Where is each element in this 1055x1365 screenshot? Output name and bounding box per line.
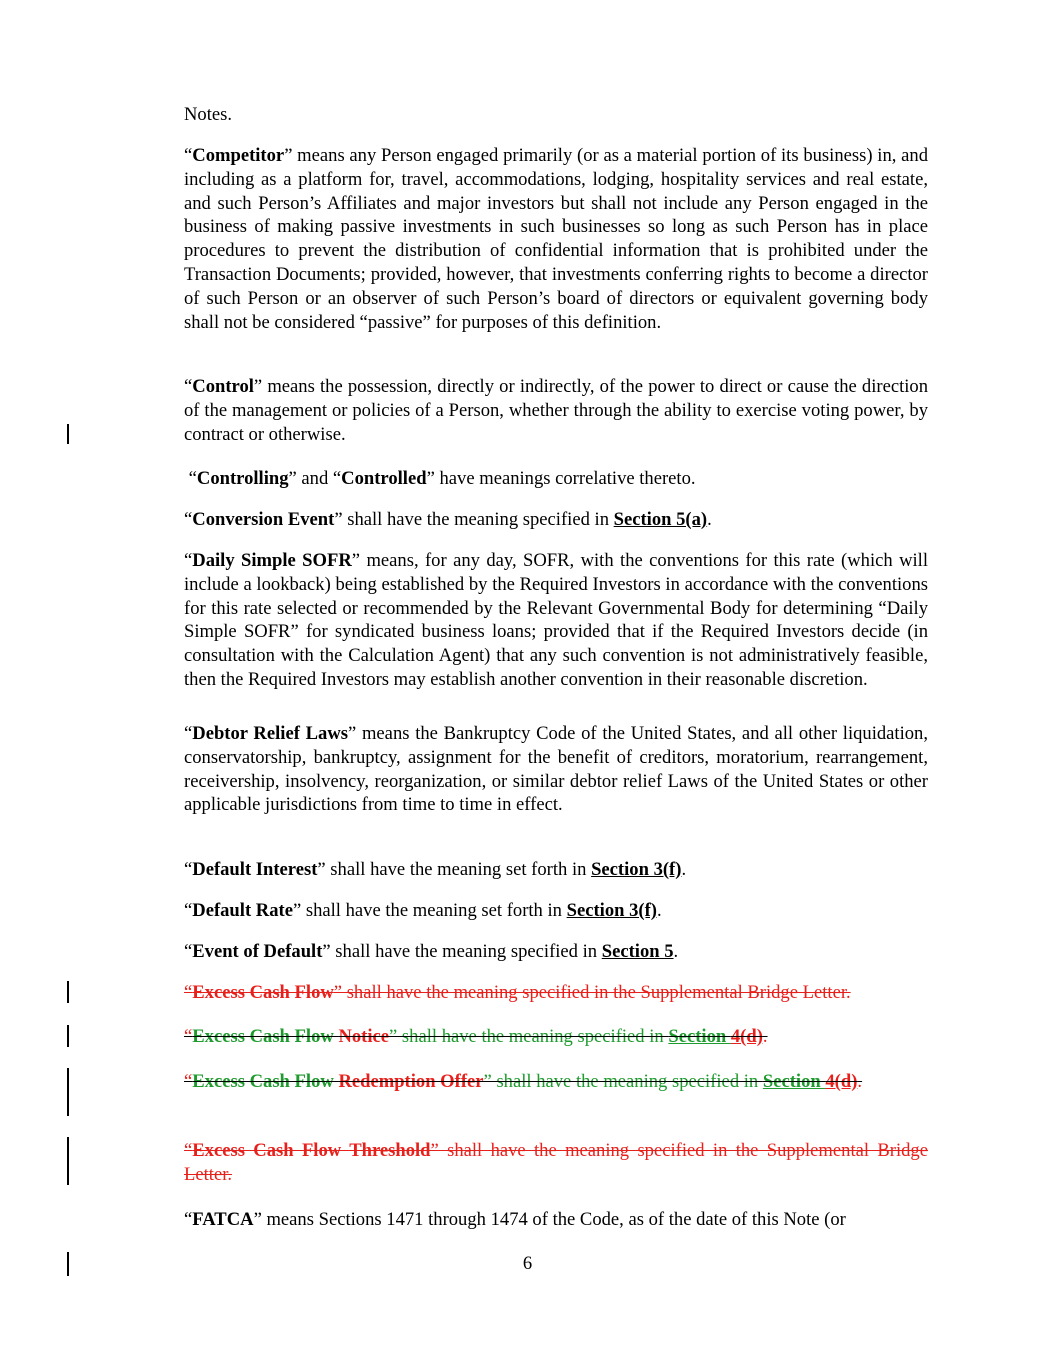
term-daily-simple-sofr: Daily Simple SOFR	[192, 550, 352, 571]
term-controlling: Controlling	[196, 468, 289, 489]
section-reference: Section 5	[601, 941, 674, 962]
term-default-rate: Default Rate	[192, 900, 293, 921]
definition-control: “Control” means the possession, directly or indirectly, of the power to direct or cause the direction of the management or policies of a Person, whether through the ability to exercise voting power, by contract or otherwise.	[184, 376, 928, 445]
term-debtor-relief-laws: Debtor Relief Laws	[192, 723, 348, 744]
definition-daily-simple-sofr: “Daily Simple SOFR” means, for any day, SOFR, with the conventions for this rate (which will include a lookback) being established by the Required Investors in accordance with the conventions for this rate selected or recommended by the Relevant Governmental Body for determining “Daily Simple SOFR” for syndicated business loans; provided that if the Required Investors decide (in consultation with the Calculation Agent) that any such convention is not administratively feasible, then the Required Investors may establish another convention in their reasonable discretion.	[184, 550, 928, 690]
deleted-definition-excess-cash-flow-threshold: “Excess Cash Flow Threshold” shall have the meaning specified in the Supplemental Bridge Letter.	[184, 1140, 928, 1185]
section-reference: 4(d)	[730, 1026, 763, 1047]
term-event-of-default: Event of Default	[192, 941, 323, 962]
term-default-interest: Default Interest	[192, 859, 318, 880]
change-bar	[67, 1025, 69, 1047]
section-reference: Section	[762, 1071, 826, 1092]
paragraph-notes: Notes.	[184, 104, 233, 125]
page-number: 6	[522, 1253, 533, 1274]
section-reference: Section	[668, 1026, 731, 1047]
term-excess-cash-flow-notice-b: Notice	[338, 1026, 390, 1047]
term-excess-cash-flow-redemption-a: Excess Cash Flow	[192, 1071, 339, 1092]
definition-default-interest: “Default Interest” shall have the meaning set forth in Section 3(f).	[184, 859, 687, 880]
section-reference: 4(d)	[825, 1071, 858, 1092]
term-fatca: FATCA	[192, 1209, 254, 1230]
term-excess-cash-flow-notice-a: Excess Cash Flow	[192, 1026, 339, 1047]
change-bar	[67, 1068, 69, 1116]
term-control: Control	[192, 376, 254, 397]
term-excess-cash-flow-redemption-b: Redemption Offer	[338, 1071, 484, 1092]
deleted-definition-excess-cash-flow: “Excess Cash Flow” shall have the meaning specified in the Supplemental Bridge Letter.	[184, 982, 851, 1003]
definition-controlling: “Controlling” and “Controlled” have meanings correlative thereto.	[184, 468, 696, 489]
section-reference: Section 3(f)	[566, 900, 657, 921]
term-controlled: Controlled	[341, 468, 427, 489]
term-conversion-event: Conversion Event	[192, 509, 335, 530]
definition-competitor: “Competitor” means any Person engaged primarily (or as a material portion of its business) in, and including as a platform for, travel, accommodations, lodging, hospitality services and real estate, and such Person’s Affiliates and major investors but shall not include any Person engaged in the business of making passive investments in such businesses so long as such Person has in place procedures to prevent the distribution of confidential information that is prohibited under the Transaction Documents; provided, however, that investments conferring rights to become a director of such Person or an observer of such Person’s board of directors or equivalent governing body shall not be considered “passive” for purposes of this definition.	[184, 145, 928, 333]
definition-default-rate: “Default Rate” shall have the meaning set forth in Section 3(f).	[184, 900, 662, 921]
section-reference: Section 5(a)	[613, 509, 708, 530]
definition-debtor-relief-laws: “Debtor Relief Laws” means the Bankruptcy Code of the United States, and all other liquidation, conservatorship, bankruptcy, assignment for the benefit of creditors, moratorium, rearrangement, receivership, insolvency, reorganization, or similar debtor relief Laws of the United States or other applicable jurisdictions from time to time in effect.	[184, 723, 928, 816]
deleted-definition-excess-cash-flow-redemption-offer: “Excess Cash Flow Redemption Offer” shall have the meaning specified in Section 4(d).	[184, 1071, 863, 1092]
term-competitor: Competitor	[192, 145, 285, 166]
deleted-definition-excess-cash-flow-notice: “Excess Cash Flow Notice” shall have the meaning specified in Section 4(d).	[184, 1026, 768, 1047]
change-bar	[67, 424, 69, 444]
definition-fatca: “FATCA” means Sections 1471 through 1474 of the Code, as of the date of this Note (or	[184, 1209, 846, 1230]
term-excess-cash-flow-threshold: Excess Cash Flow Threshold	[192, 1140, 431, 1161]
change-bar	[67, 981, 69, 1003]
definition-conversion-event: “Conversion Event” shall have the meaning specified in Section 5(a).	[184, 509, 712, 530]
change-bar	[67, 1137, 69, 1185]
definition-event-of-default: “Event of Default” shall have the meaning specified in Section 5.	[184, 941, 679, 962]
term-excess-cash-flow: Excess Cash Flow	[192, 982, 334, 1003]
section-reference: Section 3(f)	[591, 859, 682, 880]
